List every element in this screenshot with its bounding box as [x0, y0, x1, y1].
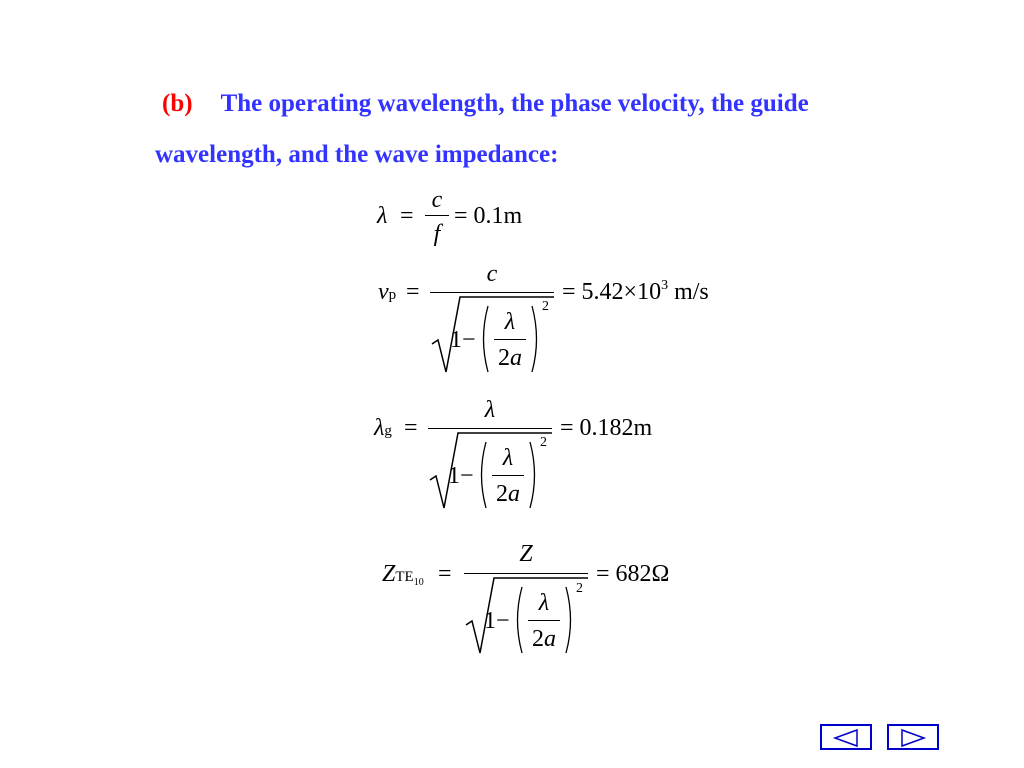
eq2-lhs-sub: p: [388, 287, 397, 303]
eq4-lhs-sub: TE: [395, 569, 414, 585]
part-label: (b): [162, 90, 193, 117]
eq2-inner-denominator: [492, 346, 528, 370]
eq2-result: [562, 280, 709, 304]
eq3-lhs-var: λ: [374, 415, 385, 441]
eq3-equals: =: [404, 415, 418, 441]
eq4-inner-bar: [528, 620, 560, 621]
eq2-inner-numerator: λ: [504, 309, 516, 335]
eq4-inner-den-var: a: [544, 626, 556, 652]
eq2-numerator: c: [486, 261, 498, 287]
eq4-paren-left: [512, 585, 524, 655]
eq3-paren-right: [528, 440, 540, 510]
eq3-fraction-bar: [428, 428, 552, 429]
slide-heading: [155, 78, 915, 180]
eq4-numerator: Z: [519, 541, 533, 567]
eq4-lhs: [382, 562, 424, 586]
eq4-inner-numerator: λ: [538, 590, 550, 616]
triangle-left-icon: [831, 728, 861, 748]
eq2-result-value: = 5.42×10: [562, 279, 662, 305]
eq1-numerator: c: [431, 187, 443, 213]
next-slide-button[interactable]: [887, 724, 939, 750]
equation-wave-impedance: [378, 542, 698, 662]
eq3-one-minus: 1−: [448, 463, 474, 489]
eq2-paren-right: [530, 304, 542, 374]
eq3-inner-numerator: λ: [502, 445, 514, 471]
eq2-inner-den-var: a: [510, 345, 522, 371]
eq2-result-unit: m/s: [668, 279, 709, 305]
eq3-inner-denominator: [490, 482, 526, 506]
eq4-result: = 682Ω: [596, 561, 670, 587]
eq4-paren-right: [564, 585, 576, 655]
eq3-exponent: 2: [540, 435, 547, 450]
eq4-equals: =: [438, 561, 452, 587]
heading-line-2: wavelength, and the wave impedance:: [155, 141, 559, 168]
eq3-lhs-sub: g: [384, 423, 392, 439]
previous-slide-button[interactable]: [820, 724, 872, 750]
eq3-paren-left: [476, 440, 488, 510]
eq1-lhs: λ: [377, 203, 388, 229]
equation-wavelength: [372, 187, 552, 250]
eq2-paren-left: [478, 304, 490, 374]
eq2-lhs-var: v: [378, 279, 389, 305]
eq4-one-minus: 1−: [484, 608, 510, 634]
eq1-equals: =: [400, 203, 414, 229]
eq3-result: = 0.182m: [560, 415, 653, 441]
eq3-inner-den-num: 2: [496, 481, 508, 507]
eq2-lhs: [378, 280, 396, 304]
eq1-result: = 0.1m: [454, 203, 523, 229]
eq3-inner-bar: [492, 475, 524, 476]
equation-phase-velocity: [370, 262, 740, 382]
heading-line-1-text: The operating wavelength, the phase velocity, the guide: [220, 90, 809, 117]
eq3-inner-den-var: a: [508, 481, 520, 507]
eq2-result-exp: 3: [661, 278, 669, 293]
eq3-lhs: [374, 416, 392, 440]
heading-line-1: [155, 78, 915, 129]
eq2-inner-den-num: 2: [498, 345, 510, 371]
eq1-denominator: f: [433, 221, 441, 247]
eq2-inner-bar: [494, 339, 526, 340]
eq2-equals: =: [406, 279, 420, 305]
eq4-lhs-subsub: 10: [413, 577, 424, 588]
eq4-inner-denominator: [526, 627, 562, 651]
eq2-exponent: 2: [542, 299, 549, 314]
eq2-fraction-bar: [430, 292, 554, 293]
eq1-fraction-bar: [425, 215, 449, 216]
eq4-lhs-var: Z: [382, 561, 396, 587]
eq4-exponent: 2: [576, 581, 583, 596]
equation-guide-wavelength: [370, 398, 690, 518]
eq3-numerator: λ: [484, 397, 496, 423]
eq2-one-minus: 1−: [450, 327, 476, 353]
eq4-fraction-bar: [464, 573, 588, 574]
triangle-right-icon: [898, 728, 928, 748]
eq4-inner-den-num: 2: [532, 626, 544, 652]
